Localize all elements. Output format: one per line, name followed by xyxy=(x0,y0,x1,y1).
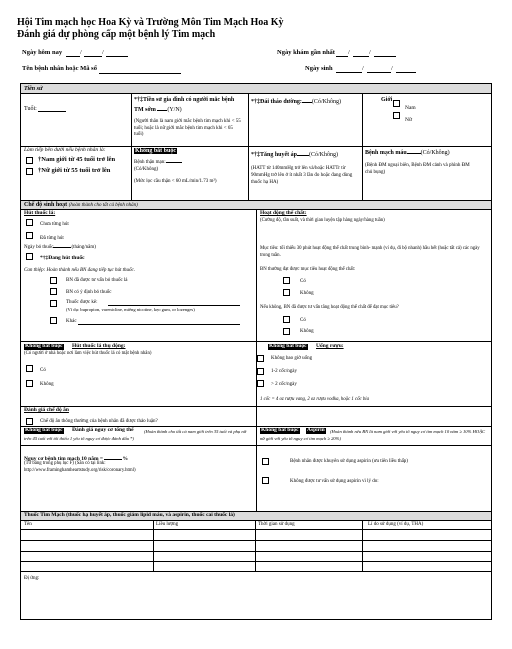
family-history: *†‡Tiền sử gia đình có người mắc bệnh TM sớm (Y/N) (Người thân là nam giới mắc bệnh tim mạch khi < 55 tuổi; hoặc là nữ giới mắc bệnh tim mạch khi < 65 tuổi) xyxy=(134,97,241,137)
meds-col-name: Tên xyxy=(24,522,32,527)
passive-yes-label: Có xyxy=(40,368,46,373)
meds-col-duration: Thời gian sử dụng xyxy=(258,522,295,527)
risk-title: Đánh giá nguy cơ tổng thể xyxy=(72,427,134,433)
hypertension-field[interactable] xyxy=(297,150,309,156)
diet-eval-checkbox[interactable] xyxy=(26,418,33,425)
ckd-field[interactable] xyxy=(166,157,182,163)
medication-field[interactable] xyxy=(108,300,240,306)
quit-date-row: Ngày bỏ thuốc (tháng/năm) xyxy=(24,242,96,250)
patient-name-field[interactable] xyxy=(99,66,181,74)
activity-goal-question: BN thường đạt được mục tiêu hoạt động thể chất: xyxy=(260,267,356,272)
other-field[interactable] xyxy=(78,319,240,325)
aspirin-optional: Không bắt buộc xyxy=(261,427,299,433)
sex-female-label: Nữ xyxy=(405,117,412,123)
counsel-label: BN đã được tư vấn bỏ thuốc lá xyxy=(66,278,128,283)
passive-smoke-note: (Có người ở nhà hoặc nơi làm việc hút thuốc lá có mặt bệnh nhân) xyxy=(24,351,152,356)
meds-col-reason: Lí do sử dụng (ví dụ, THA) xyxy=(368,522,424,527)
women-55-checkbox[interactable] xyxy=(26,168,33,175)
passive-yes-checkbox[interactable] xyxy=(26,365,33,372)
diabetes: *†‡Đái tháo đường: (Có/Không) xyxy=(251,99,341,105)
aspirin-yes-label: Bệnh nhân được khuyên sử dụng aspirin (ưu tiên liều thấp) xyxy=(290,459,408,464)
never-smoked-label: Chưa từng hút xyxy=(40,222,69,227)
counsel-checkbox[interactable] xyxy=(50,277,57,284)
passive-no-label: Không xyxy=(40,382,54,387)
vascular-disease: Bệnh mạch máu (Có/Không) (Bệnh ĐM ngoại biên, Bệnh ĐM cảnh và phình ĐM chủ bụng) xyxy=(365,150,470,175)
meds-row[interactable] xyxy=(21,562,491,571)
aspirin-yes-checkbox[interactable] xyxy=(262,458,269,465)
title-line-2: Đánh giá dự phòng cấp một bệnh lý Tim mạch xyxy=(17,29,216,40)
alcohol-title: Uống rượu: xyxy=(316,343,344,349)
former-smoker-label: Đã từng hút xyxy=(40,236,64,241)
alcohol-gt2-label: > 2 cốc/ngày xyxy=(271,382,297,387)
last-exam-label: Ngày khám gần nhất xyxy=(277,49,335,56)
diet-eval-title: Đánh giá chế độ ăn xyxy=(24,407,69,413)
history-heading: Tiền sử xyxy=(24,86,43,92)
sex-female-checkbox[interactable] xyxy=(393,112,400,119)
sex-male-checkbox[interactable] xyxy=(393,100,400,107)
allergy-label: Đị ứng: xyxy=(24,576,40,581)
hypertension: *†‡Tăng huyết áp (Có/Không) (HATT từ 140mmHg trở lên và/hoặc HATTr từ 90mmHg trở lên ở ít nhất 3 lần đo hoặc đang dùng thuốc hạ HA) xyxy=(251,152,353,185)
activity-desc: (Cường độ, tần suất, và thời gian luyện tập hàng ngày/hàng tuần) xyxy=(260,218,385,223)
dob-label: Ngày sinh xyxy=(305,65,333,72)
age-field[interactable] xyxy=(38,106,66,112)
sex-male-label: Nam xyxy=(405,105,416,111)
passive-no-checkbox[interactable] xyxy=(26,380,33,387)
aspirin-no-label: Không được tư vấn sử dụng aspirin vì lý do: xyxy=(290,479,379,484)
other-checkbox[interactable] xyxy=(50,317,57,324)
activity-goal: Mục tiêu: tối thiểu 30 phút hoạt động thể chất trung bình- mạnh (ví dụ, đi bộ nhanh) hầu hết (hoặc tất cả) các ngày trong tuần. xyxy=(260,246,480,258)
women-55-label: †Nữ giới từ 55 tuổi trở lên xyxy=(38,167,111,174)
former-smoker-checkbox[interactable] xyxy=(26,232,33,239)
intent-quit-label: BN có ý định bỏ thuốc xyxy=(66,290,112,295)
intent-quit-checkbox[interactable] xyxy=(50,288,57,295)
goal-no-checkbox[interactable] xyxy=(283,289,290,296)
ten-year-risk: Nguy cơ bệnh tim mạch 10 năm = % xyxy=(24,456,128,462)
alcohol-note: 1 cốc = 4 oz rượu vang, 2 oz rượu vodka, hoặc 1 cốc bia xyxy=(260,397,369,402)
diet-eval-label: Chế độ ăn thông thường của bệnh nhân đã được thảo luận? xyxy=(40,419,158,424)
age-label: Tuổi: xyxy=(24,106,37,112)
alcohol-none-checkbox[interactable] xyxy=(257,355,264,362)
alcohol-none-label: Không bao giờ uống xyxy=(271,356,313,361)
lifestyle-heading: Chế độ sinh hoạt (hoàn thành cho tất cả bệnh nhân) xyxy=(24,202,138,208)
risk-ref-l1: (Từ bảng trong phụ lục F) (Sẵn có tại link: xyxy=(24,461,106,466)
meds-row[interactable] xyxy=(21,552,491,561)
aspirin-note: (Hoàn thành nếu BN là nam giới với yếu tố nguy cơ tim mạch 10 năm ≥ 10% HOẶC nữ giới với yếu tố nguy cơ tim mạch ≥ 20%) xyxy=(260,429,486,441)
ckd-optional: Không bắt buộc xyxy=(135,148,177,154)
sex-title: Giới xyxy=(381,97,393,103)
current-smoker-label: *†‡Đang hút thuốc xyxy=(40,255,85,261)
intervention-note: Can thiệp: Hoàn thành nếu BN đang tiếp tục hút thuốc. xyxy=(24,268,135,273)
aspirin-no-checkbox[interactable] xyxy=(262,477,269,484)
meds-col-dose: Liều lượng xyxy=(156,522,179,527)
counsel-no-checkbox[interactable] xyxy=(283,328,290,335)
family-history-note: (Người thân là nam giới mắc bệnh tim mạch khi < 55 tuổi; hoặc là nữ giới mắc bệnh tim mạch khi < 65 tuổi) xyxy=(134,119,241,137)
passive-smoke-title: Hút thuốc lá thụ động: xyxy=(72,343,126,349)
dob-field[interactable]: / / xyxy=(336,66,416,74)
last-exam-field[interactable]: / / xyxy=(336,50,396,58)
alcohol-12-checkbox[interactable] xyxy=(257,368,264,375)
goal-yes-checkbox[interactable] xyxy=(283,277,290,284)
ckd-block: Bệnh thận mạn: (Có/Không) (Mức lọc cầu thận < 60 mL/min/1.73 m²) xyxy=(134,157,244,186)
ten-year-risk-field[interactable] xyxy=(104,454,122,460)
patient-name-label: Tên bệnh nhân hoặc Mã số xyxy=(22,65,97,72)
risk-note: (Hoàn thành cho tất cả nam giới trên 35 tuổi và phụ nữ trên 45 tuổi với tối thiểu 1 yếu tố nguy cơ được đánh dấu *) xyxy=(24,429,247,441)
medication-checkbox[interactable] xyxy=(50,300,57,307)
meds-row[interactable] xyxy=(21,541,491,551)
alcohol-gt2-checkbox[interactable] xyxy=(257,380,264,387)
aspirin-eligibility-note: Làm tiếp bên dưới nếu bệnh nhân là: xyxy=(24,147,106,153)
goal-no-label: Không xyxy=(300,291,314,296)
date-today-label: Ngày hôm nay xyxy=(22,49,63,56)
never-smoked-checkbox[interactable] xyxy=(26,219,33,226)
allergy-field[interactable] xyxy=(44,575,484,615)
risk-ref-l2: http://www.framinghamheartstudy.org/risk/coronary.html) xyxy=(24,468,136,473)
meds-heading: Thuốc Tim Mạch (thuốc hạ huyết áp, thuốc giảm lipid máu, và aspirin, thuốc cai thuốc lá) xyxy=(24,512,235,518)
alcohol-12-label: 1-2 cốc/ngày xyxy=(271,369,297,374)
counsel-yes-label: Có xyxy=(300,318,306,323)
family-history-title: *†‡Tiền sử gia đình có người mắc bệnh TM sớm xyxy=(134,97,235,113)
medication-label: Thuốc được kê: xyxy=(66,300,98,305)
risk-optional: Không bắt buộc xyxy=(25,427,63,433)
current-smoker-checkbox[interactable] xyxy=(26,253,33,260)
title-line-1: Hội Tim mạch học Hoa Kỳ và Trường Môn Tim Mạch Hoa Kỳ xyxy=(17,17,284,28)
counsel-yes-checkbox[interactable] xyxy=(283,316,290,323)
activity-title: Hoạt động thể chất: xyxy=(260,210,307,216)
quit-date-field[interactable] xyxy=(53,242,71,248)
aspirin-title: Aspirin xyxy=(307,427,325,433)
diabetes-field[interactable] xyxy=(302,97,312,103)
alcohol-optional: Không bắt buộc xyxy=(269,343,307,349)
counsel-no-label: Không xyxy=(300,329,314,334)
activity-counsel-question: Nếu không, BN đã được tư vấn tăng hoạt động thể chất để đạt mục tiêu? xyxy=(260,305,399,310)
passive-smoke-optional: Không bắt buộc xyxy=(25,343,63,349)
medication-examples: (Ví dụ: bupropion, varenicline, miếng nicotine, kẹo gum, or lozenges) xyxy=(66,307,195,312)
vascular-field[interactable] xyxy=(407,148,421,154)
date-today-field[interactable]: / / xyxy=(66,50,128,58)
family-history-field[interactable] xyxy=(157,105,167,111)
goal-yes-label: Có xyxy=(300,279,306,284)
men-45-label: †Nam giới từ 45 tuổi trở lên xyxy=(38,156,116,163)
men-45-checkbox[interactable] xyxy=(26,157,33,164)
smoking-title: Hút thuốc lá: xyxy=(24,210,56,216)
meds-row[interactable] xyxy=(21,530,491,540)
other-label: Khác xyxy=(66,319,77,324)
